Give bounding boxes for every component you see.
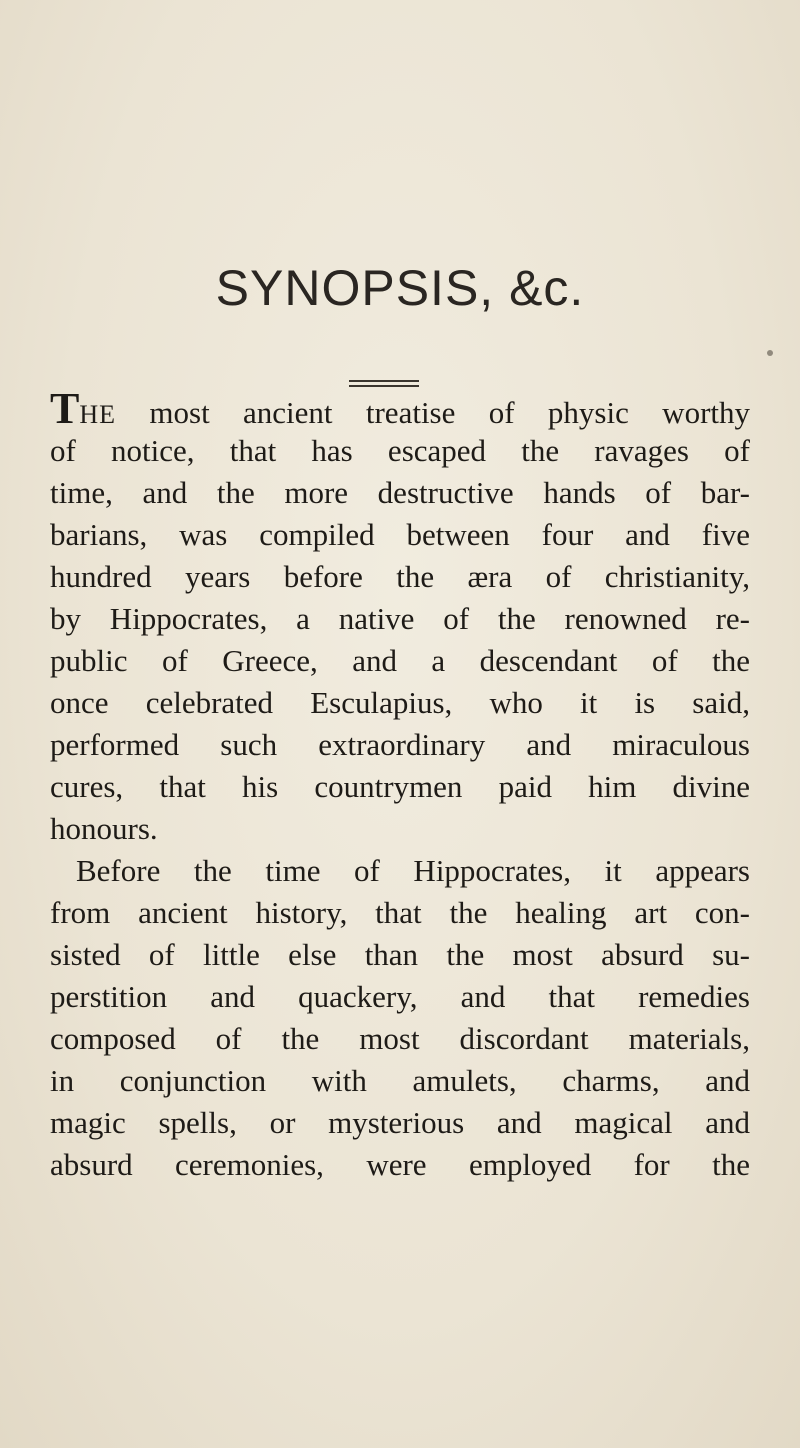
text-line-1 [50, 384, 751, 433]
text-line-6: by Hippocrates, a native of the renowned re- [50, 601, 750, 636]
text-line-13: from ancient history, that the healing art con- [50, 895, 750, 930]
text-line-8: once celebrated Esculapius, who it is said, [50, 685, 750, 720]
page-heading: SYNOPSIS, &c. [215, 260, 585, 316]
text-line-19: absurd ceremonies, were employed for the [50, 1147, 750, 1182]
text-line-12: Before the time of Hippocrates, it appears [76, 853, 750, 888]
small-caps-word: HE [79, 400, 117, 429]
text-line-4: barians, was compiled between four and five [50, 517, 750, 552]
heading-rule-top [349, 380, 419, 382]
text-line-9: performed such extraordinary and miraculous [50, 727, 750, 762]
text-line-2: of notice, that has escaped the ravages of [50, 433, 750, 468]
text-line-18: magic spells, or mysterious and magical and [50, 1105, 750, 1140]
heading-rule-bottom [349, 385, 419, 387]
drop-cap: T [50, 384, 80, 433]
margin-speck [767, 350, 773, 356]
text-line-15: perstition and quackery, and that remedies [50, 979, 750, 1014]
text-line-10: cures, that his countrymen paid him divine [50, 769, 750, 804]
line-text: most ancient treatise of physic worthy [149, 395, 751, 430]
text-line-16: composed of the most discordant materials, [50, 1021, 750, 1056]
text-line-7: public of Greece, and a descendant of the [50, 643, 750, 678]
text-line-17: in conjunction with amulets, charms, and [50, 1063, 750, 1098]
text-line-3: time, and the more destructive hands of bar- [50, 475, 750, 510]
text-line-14: sisted of little else than the most absurd su- [50, 937, 750, 972]
text-line-5: hundred years before the æra of christianity, [50, 559, 750, 594]
text-line-11: honours. [50, 811, 158, 846]
